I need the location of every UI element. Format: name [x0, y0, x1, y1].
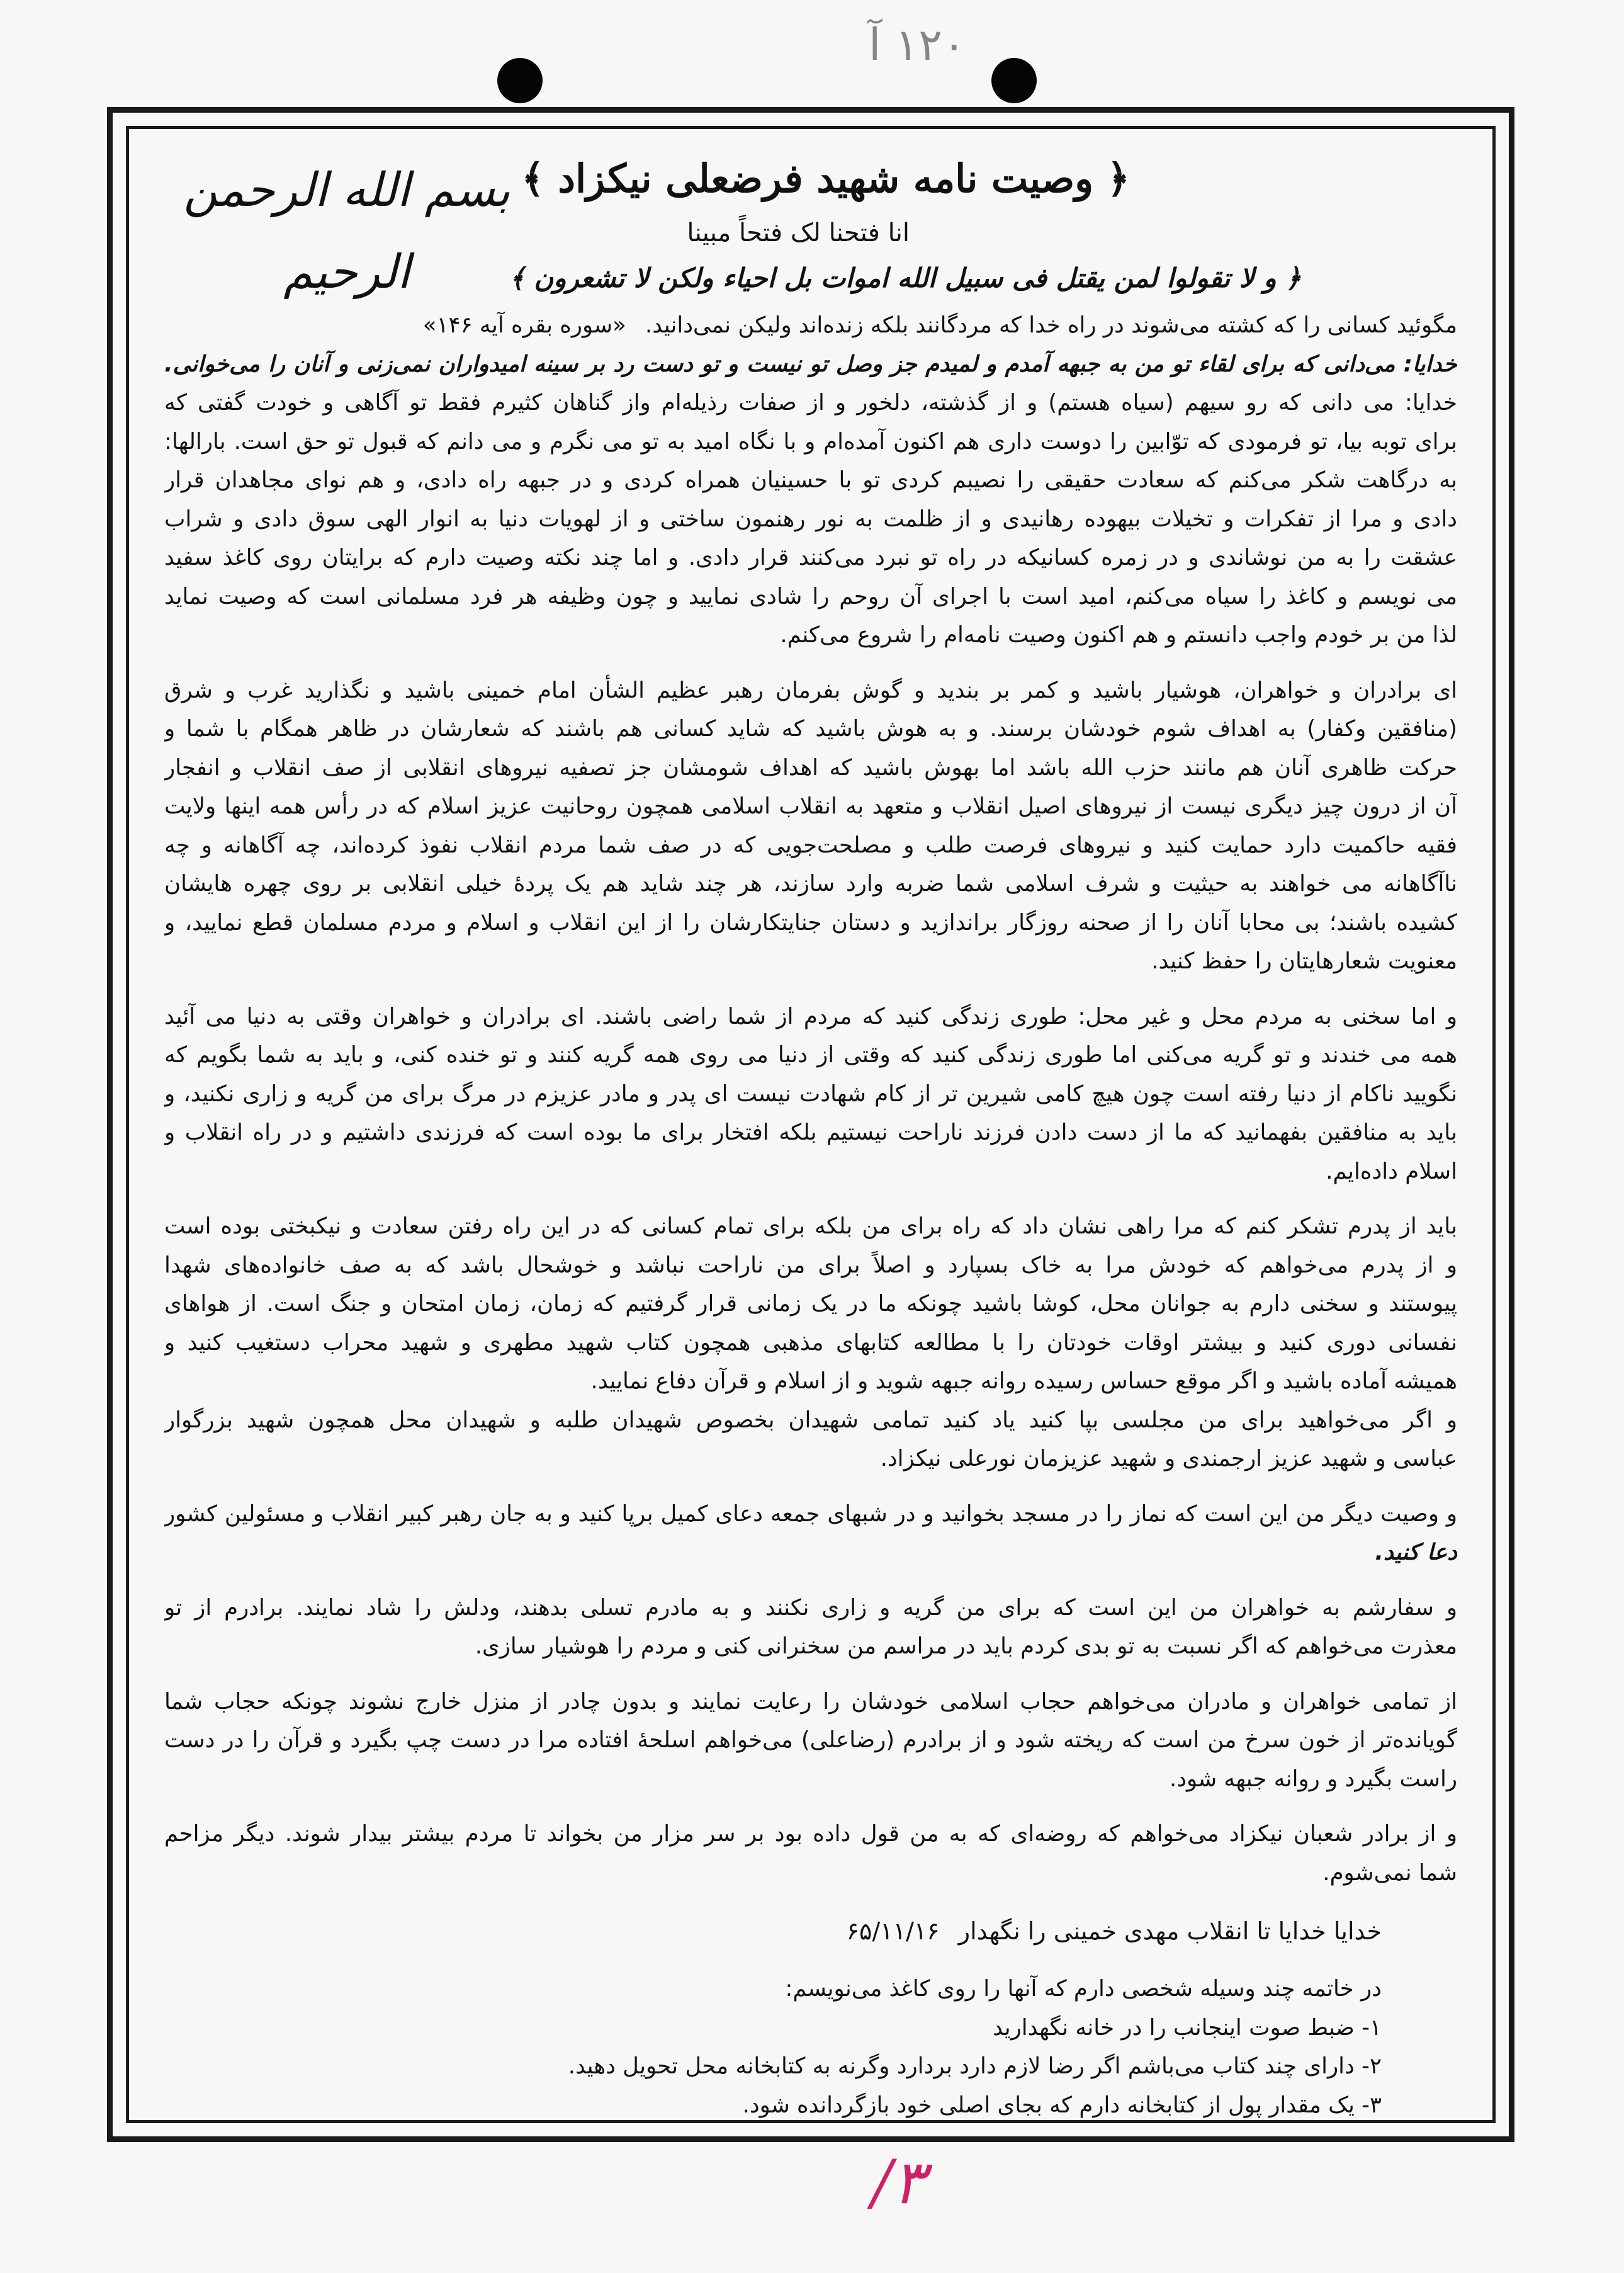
text-line [164, 1284, 1457, 1324]
text-line-content: باید از پدرم تشکر کنم که مرا راهی نشان داد که راه برای من بلکه برای تمام کسانی که در این راه رفتن سعادت و نیکبختی بوده است [164, 1213, 1457, 1239]
text-line-content: شما نمی‌شوم. [1322, 1859, 1457, 1886]
page-number: ۳/ [872, 2147, 925, 2218]
text-line [164, 1495, 1457, 1534]
list-intro: در خاتمه چند وسیله شخصی دارم که آنها را روی کاغذ می‌نویسم: [785, 1976, 1382, 2002]
text-line-content: (منافقین وکفار) به اهداف شوم خودشان برسند. و به هوش باشید که شاید کسانی هم باشند که شعارشان در ظاهر همگام با شما و [164, 716, 1457, 742]
list-item: ۱- ضبط صوت اینجانب را در خانه نگهدارید [993, 2014, 1382, 2041]
text-line [164, 826, 1457, 865]
text-line [164, 1533, 1457, 1572]
text-line [164, 1439, 1457, 1478]
text-line-content: ای برادران و خواهران، هوشیار باشید و کمر بر بندید و گوش بفرمان رهبر عظیم الشأن امام خمینی باشید و نگذارید غرب و شرق [164, 677, 1457, 703]
text-line-content: حرکت ظاهری آنان هم مانند حزب الله باشد اما بهوش باشید که اهداف شومشان جز تصفیه نیروهای انقلابی از صف انقلاب و انفجار [164, 754, 1457, 781]
text-line [164, 1721, 1457, 1760]
text-line-content: باید به منافقین بفهمانید که ما از دست دادن فرزند ناراحت نیستیم بلکه افتخار برای ما بوده است که فرزندی داشتیم و در راه انقلاب و [164, 1119, 1457, 1145]
list-item: ۲- دارای چند کتاب می‌باشم اگر رضا لازم دارد بردارد وگرنه به کتابخانه محل تحویل دهید. [568, 2053, 1382, 2079]
text-line-content: خدایا: می‌دانی که برای لقاء تو من به جبهه آمدم و لمیدم جز وصل تو نیست و تو دست رد بر سینه امیدواران نمی‌زنی و آنان را می‌خوانی. [164, 351, 1457, 377]
text-line-content: نگویید ناکام از دنیا رفته است چون هیچ کامی شیرین تر از کام شهادت نیست ای پدر و مادر عزیزم در مرگ برای من گریه و زاری نکنید، و [164, 1080, 1457, 1107]
text-line [164, 383, 1457, 422]
punch-hole-right [991, 58, 1037, 103]
text-line-content: گویانده‌تر از خون سرخ من است که ریخته شود و از برادرم (رضاعلی) می‌خواهم اسلحهٔ افتاده مرا در دست چپ بگیرد و قرآن را در دست [164, 1727, 1457, 1753]
text-line [164, 1207, 1457, 1246]
text-line-content: از تمامی خواهران و مادران می‌خواهم حجاب اسلامی خودشان را رعایت نمایند و بدون چادر از منزل خارج نشوند چونکه حجاب شما [164, 1688, 1457, 1715]
text-line-content: راست بگیرد و روانه جبهه شود. [1169, 1766, 1457, 1792]
text-line-content: و اما سخنی به مردم محل و غیر محل: طوری زندگی کنید که مردم از شما راضی باشند. ای برادران و خواهران وقتی به دنیا می آئید [164, 1003, 1457, 1029]
text-line [164, 422, 1457, 462]
text-line-content: و وصیت دیگر من این است که نماز را در مسجد بخوانید و در شبهای جمعه دعای کمیل برپا کنید و به جان رهبر کبیر انقلاب و مسئولین کشور [164, 1500, 1457, 1527]
text-line [164, 710, 1457, 749]
text-line [164, 500, 1457, 539]
text-line-content: همیشه آماده باشید و اگر موقع حساس رسیده روانه جبهه شوید و از اسلام و قرآن دفاع نمایید. [590, 1368, 1457, 1394]
text-line [164, 1036, 1457, 1075]
text-line-content: معذرت می‌خواهم که اگر نسبت به تو بدی کردم باید در مراسم من سخنرانی کنی و مردم را هوشیار سازی. [475, 1633, 1457, 1659]
text-line [164, 461, 1457, 500]
text-line [164, 1362, 1457, 1401]
punch-hole-left [497, 58, 543, 103]
bismillah-calligraphy: بسم الله الرحمن الرحیم [183, 163, 510, 299]
text-line [164, 616, 1457, 655]
text-line-content: عباسی و شهید عزیز ارجمندی و شهید عزیزمان نورعلی نیکزاد. [880, 1446, 1457, 1471]
text-line [164, 345, 1457, 384]
text-line [164, 1854, 1457, 1893]
text-line [164, 1627, 1457, 1666]
text-line [164, 1324, 1457, 1363]
text-line-content: به درگاهت شکر می‌کنم که سعادت حقیقی را نصیبم کردی تو با حسینیان همراه کردی و در جبهه راه دادی، و هم نوای مجاهدان قرار [164, 467, 1457, 493]
text-line-content: لذا من بر خودم واجب دانستم و هم اکنون وصیت نامه‌ام را شروع می‌کنم. [780, 622, 1457, 648]
text-line-content: ناآگاهانه می خواهند به حیثیت و شرف اسلامی شما ضربه وارد سازند، هر چند شاید هم یک پردهٔ خیلی انقلابی بر روی چهره هایشان [164, 871, 1457, 897]
text-line-content: و سفارشم به خواهران من این است که برای من گریه و زاری نکنند و به مادرم تسلی بدهند، ودلش را شاد نمایند. برادرم از تو [164, 1594, 1457, 1621]
text-line [164, 1815, 1457, 1854]
text-line [164, 864, 1457, 904]
text-line [164, 1113, 1457, 1152]
text-line-content: دعا کنید. [1375, 1539, 1457, 1565]
text-line-content: پیوستند و سخنی دارم به جوانان محل، کوشا باشید چونکه ما در یک زمانی قرار گرفتیم که زمان، زمان امتحان و جنگ است. از هواهای [164, 1291, 1457, 1317]
text-line-content: معنویت شعارهایتان را حفظ کنید. [1151, 948, 1457, 974]
text-line [164, 1246, 1457, 1285]
text-line-content: کشیده باشند؛ بی محابا آنان را از صحنه روزگار براندازید و دستان جنایتکارشان را از این انقلاب و اسلام و مردم مسلمان قطع نمایید، و [164, 909, 1457, 936]
document-title: ﴿ وصیت نامه شهید فرضعلی نیکزاد ﴾ [521, 156, 1130, 201]
verse-reference: «سوره بقره آیه ۱۴۶» [422, 312, 626, 338]
text-line [164, 1075, 1457, 1114]
text-line [164, 1401, 1457, 1440]
list-item: ۳- یک مقدار پول از کتابخانه دارم که بجای اصلی خود بازگردانده شود. [742, 2092, 1382, 2118]
testament-text [164, 306, 1457, 1892]
text-line-content: نفسانی دوری کنید و بیشتر اوقات خودتان را با مطالعه کتابهای مذهبی همچون کتاب شهید مطهری و شهید محراب دستغیب کنید و [164, 1329, 1457, 1356]
personal-items-list [164, 1970, 1457, 2125]
text-line [164, 577, 1457, 616]
text-line [164, 787, 1457, 826]
document-subtitle: انا فتحنا لک فتحاً مبینا [687, 218, 910, 247]
text-line [164, 1152, 1457, 1191]
document-body [126, 126, 1496, 2123]
text-line-content: فقیه حاکمیت دارد حمایت کنید و نیروهای فرصت طلب و مصلحت‌جویی که در صف شما مردم انقلاب نفوذ کرده‌اند، چه آگاهانه و چه [164, 832, 1457, 858]
text-line-content: اسلام داده‌ایم. [1326, 1158, 1457, 1184]
text-line [164, 904, 1457, 943]
text-line [164, 538, 1457, 577]
text-line-content: و از پدرم می‌خواهم که خودش مرا به خاک بسپارد و اصلاً برای من ناراحت نباشد و خوشحال باشد که به صف خانواده‌های شهدا [164, 1252, 1457, 1278]
closing-row [164, 1917, 1457, 1945]
text-line-content: و از برادر شعبان نیکزاد می‌خواهم که روضه‌ای که به من قول داده بود بر سر مزار من بخواند تا مردم بیشتر بیدار شوند. دیگر مزاحم [164, 1821, 1457, 1847]
text-line-content: مگوئید کسانی را که کشته می‌شوند در راه خدا که مردگانند بلکه زنده‌اند ولیکن نمی‌دانید. [645, 312, 1457, 338]
text-line-content: آن از درون چیز دیگری نیست از نیروهای اصیل انقلاب و متعهد به انقلاب اسلامی همچون روحانیت عزیز اسلام که در رأس همه اینها ولایت [164, 793, 1457, 819]
text-line-content: می نویسم و کاغذ را سیاه می‌کنم، امید است با اجرای آن روحم را شادی نمایید و چون وظیفه هر فرد مسلمانی است که وصیت نماید [164, 583, 1457, 609]
closing-prayer: خدایا خدایا تا انقلاب مهدی خمینی را نگهدار [958, 1917, 1382, 1945]
text-line [164, 1682, 1457, 1721]
quran-verse: ﴿ و لا تقولوا لمن یقتل فی سبیل الله اموات بل احیاء ولکن لا تشعرون ﴾ [509, 263, 1301, 293]
text-line-content: برای توبه بیا، تو فرمودی که توّابین را دوست داری هم اکنون آمده‌ام و با نگاه امید به تو می نگرم و می دانم که قبول تو حق است. بارالها: [164, 428, 1457, 455]
document-date: ۶۵/۱۱/۱۶ [846, 1917, 940, 1945]
text-line [164, 1760, 1457, 1799]
text-line [164, 749, 1457, 788]
text-line [164, 1589, 1457, 1628]
text-line [164, 997, 1457, 1036]
text-line-content: و اگر می‌خواهید برای من مجلسی بپا کنید یاد کنید تمامی شهیدان بخصوص شهیدان طلبه و شهیدان محل همچون شهید بزرگوار [164, 1407, 1457, 1433]
text-line-content: خدایا: می دانی که رو سیهم (سیاه هستم) و از گذشته، دلخور و از صفات رذیله‌ام واز گناهان کثیرم فقط تو آگاهی و خودت گفتی که [164, 390, 1457, 416]
top-handwritten-marks: ۱۲۰ آ [869, 19, 966, 71]
text-line [164, 942, 1457, 981]
text-line [164, 671, 1457, 710]
text-line-content: عشقت را به من نوشاندی و در زمره کسانیکه در راه تو نبرد می‌کنند قرار دادی. و اما چند نکته وصیت دارم که برایتان روی کاغذ سفید [164, 545, 1457, 570]
text-line-content: دادی و مرا از تفکرات و تخیلات بیهوده رهانیدی و از ظلمت به نور رهنمون ساختی و از لهویات دنیا به انوار الهی سوق دادی و شراب [164, 506, 1457, 532]
text-line-content: همه می خندند و تو گریه می‌کنی اما طوری زندگی کنید که وقتی از دنیا می روی همه گریه کنند و تو خنده کنی، و باید به شما بگویم که [164, 1042, 1457, 1068]
